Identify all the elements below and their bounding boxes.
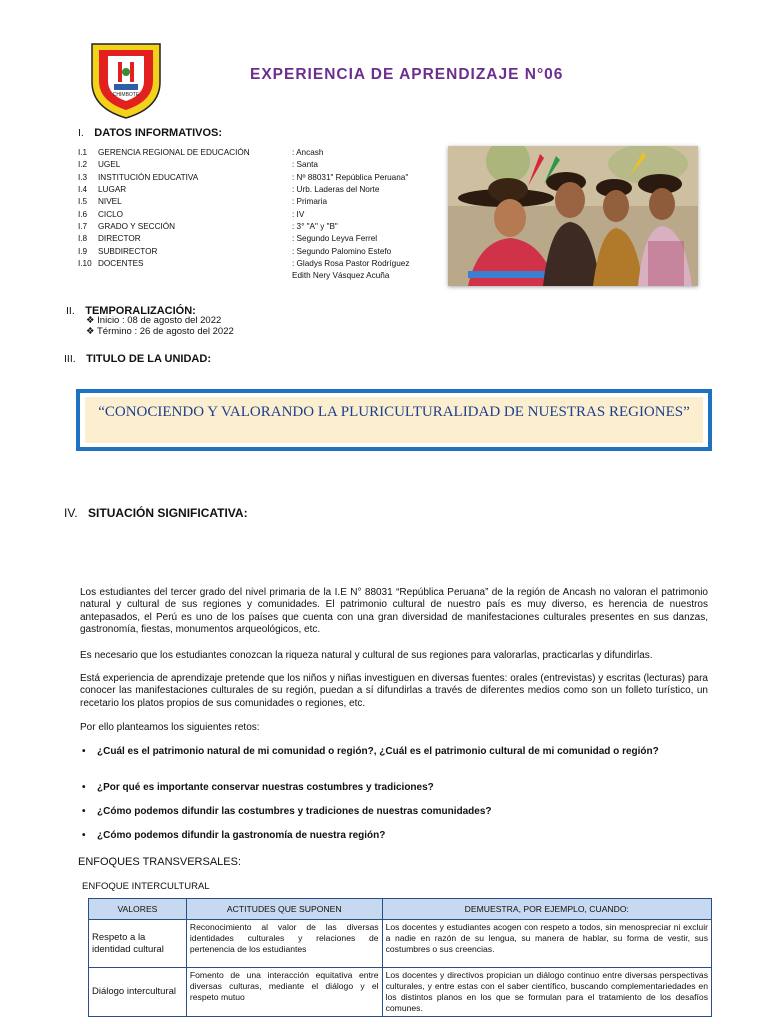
temporal-inicio: ❖ Inicio : 08 de agosto del 2022 xyxy=(86,315,222,326)
challenge-question-2: ¿Por qué es importante conservar nuestras costumbres y tradiciones? xyxy=(97,782,434,793)
info-row xyxy=(78,210,304,220)
info-number: I.4 xyxy=(78,185,88,195)
bullet-1: • xyxy=(82,746,86,757)
info-value: : 3° "A" y "B" xyxy=(292,222,338,232)
info-row xyxy=(78,234,377,244)
info-number: I.8 xyxy=(78,234,88,244)
info-value: : Gladys Rosa Pastor Rodríguez xyxy=(292,259,410,269)
table-row xyxy=(89,968,712,1017)
bullet-4: • xyxy=(82,830,86,841)
paragraph-4: Por ello planteamos los siguientes retos: xyxy=(80,722,260,733)
info-row xyxy=(78,160,318,170)
info-label: LUGAR xyxy=(98,185,127,195)
info-value: : Primaria xyxy=(292,197,328,207)
info-row xyxy=(78,197,327,207)
cell-ejemplo: Los docentes y directivos propician un diálogo continuo entre diversas perspectivas culturales, y entre estas con el saber científico, buscando complementariedades en los distintos planos en los que se formulan para el tratamiento de los desafíos comunes. xyxy=(382,968,711,1017)
info-value: : Nº 88031" República Peruana" xyxy=(292,172,409,182)
info-value: : Ancash xyxy=(292,148,324,157)
info-value: : Santa xyxy=(292,160,318,170)
challenge-question-1: ¿Cuál es el patrimonio natural de mi comunidad o región?, ¿Cuál es el patrimonio cultural de mi comunidad o región? xyxy=(97,746,659,757)
section-3-heading: III. TITULO DE LA UNIDAD: xyxy=(64,353,211,365)
info-number: I.10 xyxy=(78,259,92,269)
enfoque-subheading: ENFOQUE INTERCULTURAL xyxy=(82,881,210,892)
table-row xyxy=(89,920,712,968)
info-number: I.1 xyxy=(78,148,88,157)
section-2-heading: II. TEMPORALIZACIÓN: xyxy=(66,305,196,317)
info-label: UGEL xyxy=(98,160,121,170)
header-actitudes: ACTITUDES QUE SUPONEN xyxy=(186,899,382,920)
info-row xyxy=(78,259,409,269)
info-value: : Segundo Leyva Ferrel xyxy=(292,234,378,244)
info-number: I.9 xyxy=(78,246,88,256)
students-photo xyxy=(448,146,698,286)
paragraph-3: Está experiencia de aprendizaje pretende que los niños y niñas investiguen en diversas fuentes: orales (entrevistas) y escritas (lecturas) para conocer las manifestaciones culturales de su región, puedan a sí difundirlas a través de diferentes medios como son un folleto turístico, un recetario los platos propios de sus comunidades o regiones, etc. xyxy=(80,673,708,709)
cell-actitud: Reconocimiento al valor de las diversas identidades culturales y relaciones de pertenencia de los estudiantes xyxy=(186,920,382,968)
info-label: GRADO Y SECCIÓN xyxy=(98,222,176,232)
challenge-question-4: ¿Cómo podemos difundir la gastronomía de nuestra región? xyxy=(97,830,386,841)
header-demuestra: DEMUESTRA, POR EJEMPLO, CUANDO: xyxy=(382,899,711,920)
info-label: NIVEL xyxy=(98,197,122,207)
table-header-row xyxy=(89,899,712,920)
cell-valor: Diálogo intercultural xyxy=(89,968,187,1017)
info-number: I.7 xyxy=(78,222,88,232)
cell-ejemplo: Los docentes y estudiantes acogen con respeto a todos, sin menospreciar ni excluir a nadie en razón de su lengua, su manera de hablar, su forma de vestir, sus costumbres o sus creencias. xyxy=(382,920,711,968)
unit-title-box xyxy=(76,389,712,451)
info-label: DOCENTES xyxy=(98,259,144,269)
school-logo xyxy=(88,38,164,120)
info-value: : Segundo Palomino Estefo xyxy=(292,246,392,256)
info-docente-2: Edith Nery Vásquez Acuña xyxy=(292,271,390,280)
info-row xyxy=(78,222,338,232)
info-row xyxy=(78,173,408,183)
enfoque-table xyxy=(88,898,712,1017)
challenge-question-3: ¿Cómo podemos difundir las costumbres y tradiciones de nuestras comunidades? xyxy=(97,806,492,817)
info-label: GERENCIA REGIONAL DE EDUCACIÓN xyxy=(98,148,250,157)
unit-title: “CONOCIENDO Y VALORANDO LA PLURICULTURALIDAD DE NUESTRAS REGIONES” xyxy=(98,404,690,420)
info-value: : Urb. Laderas del Norte xyxy=(292,185,380,195)
paragraph-1: Los estudiantes del tercer grado del nivel primaria de la I.E N° 88031 “República Peruana” de la región de Ancash no valoran el patrimonio natural y cultural de sus regiones y comunidades. El patrimonio cultural de nuestro país es muy diverso, es herencia de nuestros antepasados, el Perú es uno de los países que cuenta con una gran diversidad de manifestaciones culturales presentes en sus danzas, gastronomía, fiestas, monumentos arqueológicos, etc. xyxy=(80,587,708,636)
info-row xyxy=(78,247,391,257)
info-label: INSTITUCIÓN EDUCATIVA xyxy=(98,172,199,182)
info-label: DIRECTOR xyxy=(98,234,141,244)
info-number: I.5 xyxy=(78,197,88,207)
info-label: SUBDIRECTOR xyxy=(98,246,158,256)
info-number: I.2 xyxy=(78,160,88,170)
section-1-heading: I. DATOS INFORMATIVOS: xyxy=(78,127,223,139)
page-title: EXPERIENCIA DE APRENDIZAJE N°06 xyxy=(250,66,564,83)
info-value: : IV xyxy=(292,209,305,219)
section-4-heading: IV. SITUACIÓN SIGNIFICATIVA: xyxy=(64,506,248,520)
cell-valor: Respeto a la identidad cultural xyxy=(89,920,187,968)
cell-actitud: Fomento de una interacción equitativa entre diversas culturas, mediante el diálogo y el respeto mutuo xyxy=(186,968,382,1017)
temporal-termino: ❖ Término : 26 de agosto del 2022 xyxy=(86,326,234,337)
bullet-3: • xyxy=(82,806,86,817)
info-row xyxy=(78,148,323,158)
header-valores: VALORES xyxy=(89,899,187,920)
unit-title-background xyxy=(85,397,703,443)
paragraph-2: Es necesario que los estudiantes conozcan la riqueza natural y cultural de sus regiones para valorarlas, practicarlas y difundirlas. xyxy=(80,650,653,661)
info-number: I.3 xyxy=(78,172,88,182)
info-row xyxy=(78,185,379,195)
logo-text: CHIMBOTE xyxy=(112,92,140,98)
info-label: CICLO xyxy=(98,209,124,219)
enfoques-heading: ENFOQUES TRANSVERSALES: xyxy=(78,856,242,868)
bullet-2: • xyxy=(82,782,86,793)
info-number: I.6 xyxy=(78,209,88,219)
